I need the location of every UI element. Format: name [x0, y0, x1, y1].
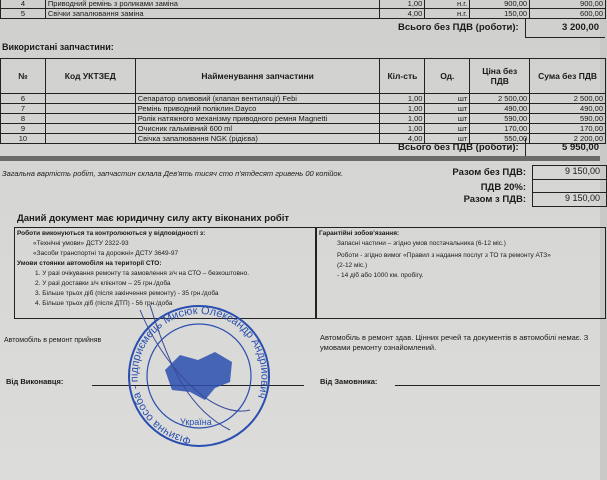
cell-n: 10	[1, 134, 46, 144]
cell-name: Сепаратор оливовий (клапан вентиляції) Febi	[135, 94, 380, 104]
cell-code	[45, 94, 135, 104]
works-total: 3 200,00	[525, 18, 605, 38]
cell-sum: 170,00	[530, 124, 606, 134]
cell-unit: шт	[425, 94, 470, 104]
customer-label: Від Замовника:	[320, 377, 378, 386]
cell-n: 7	[1, 104, 46, 114]
conditions-box: Роботи виконуються та контролюються у відповідності з: «Технічні умови» ДСТУ 2322-93 «Засоби транспортні та дорожні» ДСТУ 3649-97 Умови стоянки автомобіля на території СТО: 1. У разі очікування ремонту та замовлення з/ч на СТО – безкоштовно. 2. У разі доставки з/ч клієнтом – 25 грн./доба 3. Більше трьох діб (після закінчення ремонту) - 35 грн./доба 4. Більше трьох діб (після ДТП) - 56 грн./доба	[14, 227, 316, 319]
cell-unit: шт	[425, 134, 470, 144]
parts-table: № Код УКТЗЕД Найменування запчастини Кіл-сть Од. Ціна без ПДВ Сума без ПДВ 6 Сепаратор оливовий (клапан вентиляції) Febi 1,00 шт 2 500,00 2 500,00 7 Ремінь приводний поліклин.Dayco 1,00 шт 490,00 490,00 8 Ролік натяжного механізму приводного ремня Magnetti 1,00 шт 590,00 590,00 9 Очисник гальмівний 600 ml 1,00 шт 170,00 170,00 10 Свічка запалювання NGK (рідієва) 4,00 шт 550,00 2 200,00	[0, 58, 606, 144]
cell-name: Ремінь приводний поліклин.Dayco	[135, 104, 380, 114]
fold-shadow	[0, 156, 600, 161]
cell-unit: шт	[425, 104, 470, 114]
cell-qty: 4,00	[380, 134, 425, 144]
table-row	[1, 124, 606, 134]
works-total-label: Всього без ПДВ (роботи):	[398, 22, 519, 33]
parts-title: Використані запчастини:	[2, 42, 114, 52]
cell-unit: шт	[425, 124, 470, 134]
legal-note: Даний документ має юридичну силу акту віконаних робіт	[17, 213, 290, 224]
cell-code	[45, 104, 135, 114]
parts-total: 5 950,00	[525, 138, 605, 158]
cell-unit: шт	[425, 114, 470, 124]
cell-sum: 2 200,00	[530, 134, 606, 144]
cell-code	[45, 114, 135, 124]
table-row	[1, 94, 606, 104]
table-row: 5 Свічки запалювання заміна 4,00 н.г. 150,00 600,00	[1, 9, 606, 19]
cell-price: 490,00	[470, 104, 530, 114]
warranty-box: Гарантійні зобов'язання: Запасні частини – згідно умов постачальника (6-12 міс.) Роботи - згідно вимог «Правил з надання послуг з ТО та ремонту АТЗ» (2-12 міс.) - 14 діб або 1000 км. пробігу.	[316, 227, 606, 319]
cell-sum: 490,00	[530, 104, 606, 114]
company-stamp	[120, 300, 278, 450]
cell-n: 8	[1, 114, 46, 124]
cell-qty: 1,00	[380, 114, 425, 124]
works-table	[0, 0, 606, 19]
cell-price: 550,00	[470, 134, 530, 144]
cell-name: Ролік натяжного механізму приводного ремня Magnetti	[135, 114, 380, 124]
cell-price: 590,00	[470, 114, 530, 124]
total-in-words: Загальна вартість робіт, запчастин склала Дев'ять тисяч сто п'ятдесят гривень 00 копійок.	[2, 169, 344, 178]
cell-qty: 1,00	[380, 94, 425, 104]
table-row	[1, 114, 606, 124]
cell-sum: 2 500,00	[530, 94, 606, 104]
table-row	[1, 104, 606, 114]
cell-qty: 1,00	[380, 124, 425, 134]
cell-code	[45, 134, 135, 144]
svg-text:Україна: Україна	[180, 417, 212, 427]
executor-label: Від Виконавця:	[6, 377, 64, 386]
cell-price: 170,00	[470, 124, 530, 134]
cell-qty: 1,00	[380, 104, 425, 114]
customer-signature-line	[395, 385, 600, 386]
cell-name: Очисник гальмівний 600 ml	[135, 124, 380, 134]
cell-name: Свічка запалювання NGK (рідієва)	[135, 134, 380, 144]
net-label: Разом без ПДВ:	[452, 167, 526, 178]
totals-box: 9 150,00 9 150,00	[532, 165, 607, 207]
accepted-text: Автомобіль в ремонт прийняв	[4, 337, 102, 344]
cell-price: 2 500,00	[470, 94, 530, 104]
vat-label: ПДВ 20%:	[480, 182, 526, 193]
cell-code	[45, 124, 135, 134]
parts-total-label: Всього без ПДВ (роботи):	[398, 142, 519, 153]
gross-label: Разом з ПДВ:	[463, 194, 526, 205]
svg-text:Фізична особа - підприємець Ми: Фізична особа - підприємець Мисюк Олександр Андрійович	[128, 304, 271, 447]
cell-n: 9	[1, 124, 46, 134]
cell-n: 6	[1, 94, 46, 104]
handed-text: Автомобіль в ремонт здав. Цінних речей та документів в автомобілі немає. З умовами ремонту ознайомлений.	[320, 333, 589, 352]
table-row: 4 Приводний ремінь з роликами заміна 1,00 н.г. 900,00 900,00	[1, 0, 606, 9]
cell-sum: 590,00	[530, 114, 606, 124]
